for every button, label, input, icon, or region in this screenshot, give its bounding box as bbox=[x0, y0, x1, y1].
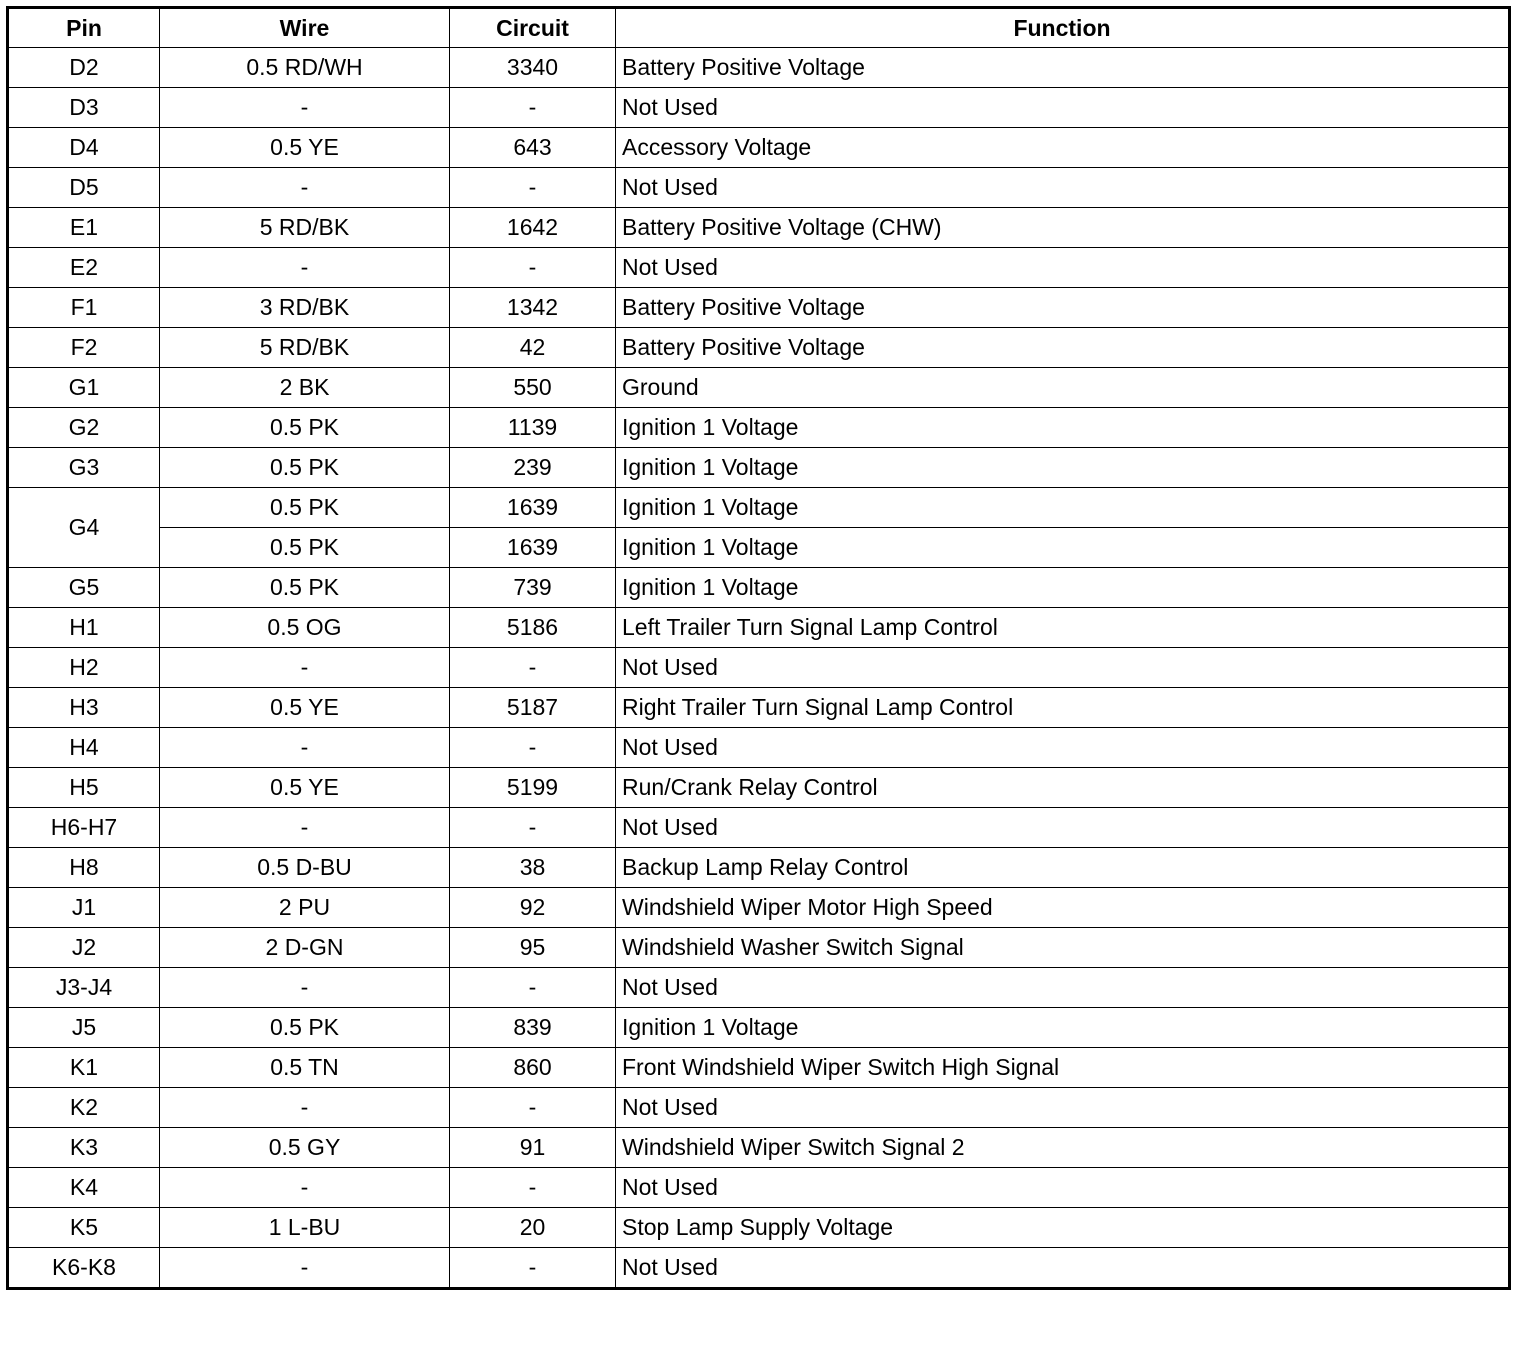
cell-wire: 0.5 YE bbox=[160, 128, 450, 168]
table-row bbox=[8, 328, 1510, 368]
cell-pin: E1 bbox=[8, 208, 160, 248]
cell-pin: K1 bbox=[8, 1048, 160, 1088]
cell-circuit: 643 bbox=[450, 128, 616, 168]
table-row bbox=[8, 1048, 1510, 1088]
table-row bbox=[8, 408, 1510, 448]
cell-function: Windshield Wiper Motor High Speed bbox=[616, 888, 1510, 928]
table-row bbox=[8, 208, 1510, 248]
table-body bbox=[8, 48, 1510, 1289]
cell-wire: - bbox=[160, 1168, 450, 1208]
cell-wire: 5 RD/BK bbox=[160, 208, 450, 248]
cell-pin: D5 bbox=[8, 168, 160, 208]
cell-function: Not Used bbox=[616, 88, 1510, 128]
cell-function: Left Trailer Turn Signal Lamp Control bbox=[616, 608, 1510, 648]
table-row bbox=[8, 1008, 1510, 1048]
cell-pin: G3 bbox=[8, 448, 160, 488]
cell-circuit: - bbox=[450, 88, 616, 128]
cell-function: Ignition 1 Voltage bbox=[616, 528, 1510, 568]
cell-wire: 1 L-BU bbox=[160, 1208, 450, 1248]
header-circuit: Circuit bbox=[450, 8, 616, 48]
table-row bbox=[8, 48, 1510, 88]
table-row bbox=[8, 888, 1510, 928]
cell-pin: H8 bbox=[8, 848, 160, 888]
cell-pin: K3 bbox=[8, 1128, 160, 1168]
cell-pin: D4 bbox=[8, 128, 160, 168]
cell-wire: - bbox=[160, 1088, 450, 1128]
cell-function: Not Used bbox=[616, 248, 1510, 288]
cell-wire: 0.5 PK bbox=[160, 568, 450, 608]
cell-function: Run/Crank Relay Control bbox=[616, 768, 1510, 808]
cell-pin: F2 bbox=[8, 328, 160, 368]
cell-pin: E2 bbox=[8, 248, 160, 288]
cell-wire: 3 RD/BK bbox=[160, 288, 450, 328]
cell-wire: 0.5 D-BU bbox=[160, 848, 450, 888]
table-row bbox=[8, 1168, 1510, 1208]
table-row bbox=[8, 608, 1510, 648]
table-row bbox=[8, 368, 1510, 408]
cell-function: Windshield Washer Switch Signal bbox=[616, 928, 1510, 968]
cell-pin: G2 bbox=[8, 408, 160, 448]
table-row bbox=[8, 768, 1510, 808]
table-row bbox=[8, 728, 1510, 768]
cell-function: Not Used bbox=[616, 1088, 1510, 1128]
cell-pin: K2 bbox=[8, 1088, 160, 1128]
cell-pin: H1 bbox=[8, 608, 160, 648]
cell-function: Right Trailer Turn Signal Lamp Control bbox=[616, 688, 1510, 728]
cell-function: Not Used bbox=[616, 1168, 1510, 1208]
cell-pin: K4 bbox=[8, 1168, 160, 1208]
cell-circuit: 1639 bbox=[450, 528, 616, 568]
cell-wire: - bbox=[160, 1248, 450, 1289]
cell-circuit: 91 bbox=[450, 1128, 616, 1168]
table-row bbox=[8, 648, 1510, 688]
cell-function: Ignition 1 Voltage bbox=[616, 568, 1510, 608]
cell-circuit: - bbox=[450, 168, 616, 208]
cell-wire: 2 BK bbox=[160, 368, 450, 408]
cell-function: Ignition 1 Voltage bbox=[616, 1008, 1510, 1048]
header-wire: Wire bbox=[160, 8, 450, 48]
cell-function: Windshield Wiper Switch Signal 2 bbox=[616, 1128, 1510, 1168]
cell-circuit: 5187 bbox=[450, 688, 616, 728]
cell-circuit: - bbox=[450, 1248, 616, 1289]
cell-function: Battery Positive Voltage bbox=[616, 48, 1510, 88]
cell-function: Battery Positive Voltage bbox=[616, 328, 1510, 368]
cell-function: Ground bbox=[616, 368, 1510, 408]
table-row bbox=[8, 128, 1510, 168]
cell-wire: 0.5 OG bbox=[160, 608, 450, 648]
cell-circuit: - bbox=[450, 248, 616, 288]
cell-pin: J5 bbox=[8, 1008, 160, 1048]
cell-circuit: - bbox=[450, 728, 616, 768]
cell-circuit: 5186 bbox=[450, 608, 616, 648]
cell-circuit: 739 bbox=[450, 568, 616, 608]
cell-function: Not Used bbox=[616, 808, 1510, 848]
cell-pin: D3 bbox=[8, 88, 160, 128]
table-row bbox=[8, 1088, 1510, 1128]
table-row bbox=[8, 808, 1510, 848]
cell-function: Not Used bbox=[616, 168, 1510, 208]
table-row bbox=[8, 448, 1510, 488]
cell-circuit: - bbox=[450, 808, 616, 848]
cell-circuit: 239 bbox=[450, 448, 616, 488]
cell-circuit: - bbox=[450, 1088, 616, 1128]
cell-pin: D2 bbox=[8, 48, 160, 88]
cell-wire: - bbox=[160, 168, 450, 208]
connector-pinout-table bbox=[6, 6, 1511, 1290]
cell-circuit: 1342 bbox=[450, 288, 616, 328]
cell-wire: 0.5 GY bbox=[160, 1128, 450, 1168]
cell-wire: - bbox=[160, 648, 450, 688]
cell-wire: 2 D-GN bbox=[160, 928, 450, 968]
cell-circuit: 20 bbox=[450, 1208, 616, 1248]
cell-function: Not Used bbox=[616, 648, 1510, 688]
cell-wire: 0.5 YE bbox=[160, 688, 450, 728]
cell-wire: 0.5 PK bbox=[160, 408, 450, 448]
cell-circuit: 95 bbox=[450, 928, 616, 968]
cell-circuit: 860 bbox=[450, 1048, 616, 1088]
cell-circuit: 38 bbox=[450, 848, 616, 888]
table-row bbox=[8, 1248, 1510, 1289]
cell-circuit: 5199 bbox=[450, 768, 616, 808]
cell-circuit: - bbox=[450, 648, 616, 688]
cell-wire: - bbox=[160, 728, 450, 768]
cell-wire: - bbox=[160, 968, 450, 1008]
cell-pin: F1 bbox=[8, 288, 160, 328]
cell-pin: K5 bbox=[8, 1208, 160, 1248]
cell-pin: G4 bbox=[8, 488, 160, 568]
cell-pin: K6-K8 bbox=[8, 1248, 160, 1289]
cell-wire: 0.5 PK bbox=[160, 488, 450, 528]
cell-pin: J1 bbox=[8, 888, 160, 928]
cell-circuit: - bbox=[450, 1168, 616, 1208]
table-row bbox=[8, 88, 1510, 128]
cell-circuit: 839 bbox=[450, 1008, 616, 1048]
table-header bbox=[8, 8, 1510, 48]
cell-circuit: 1139 bbox=[450, 408, 616, 448]
header-function: Function bbox=[616, 8, 1510, 48]
cell-wire: 0.5 PK bbox=[160, 528, 450, 568]
cell-pin: G1 bbox=[8, 368, 160, 408]
table-row bbox=[8, 288, 1510, 328]
cell-wire: - bbox=[160, 88, 450, 128]
cell-pin: H4 bbox=[8, 728, 160, 768]
cell-wire: 0.5 PK bbox=[160, 1008, 450, 1048]
cell-function: Stop Lamp Supply Voltage bbox=[616, 1208, 1510, 1248]
cell-function: Not Used bbox=[616, 728, 1510, 768]
table-row bbox=[8, 968, 1510, 1008]
table-row bbox=[8, 1208, 1510, 1248]
cell-pin: J2 bbox=[8, 928, 160, 968]
cell-circuit: 1642 bbox=[450, 208, 616, 248]
cell-pin: G5 bbox=[8, 568, 160, 608]
cell-circuit: 92 bbox=[450, 888, 616, 928]
cell-function: Ignition 1 Voltage bbox=[616, 448, 1510, 488]
header-row bbox=[8, 8, 1510, 48]
cell-pin: H3 bbox=[8, 688, 160, 728]
cell-wire: 5 RD/BK bbox=[160, 328, 450, 368]
table-row bbox=[8, 848, 1510, 888]
cell-function: Accessory Voltage bbox=[616, 128, 1510, 168]
table-row bbox=[8, 688, 1510, 728]
table-row bbox=[8, 248, 1510, 288]
cell-pin: H5 bbox=[8, 768, 160, 808]
cell-circuit: 1639 bbox=[450, 488, 616, 528]
cell-wire: - bbox=[160, 808, 450, 848]
header-pin: Pin bbox=[8, 8, 160, 48]
cell-circuit: 550 bbox=[450, 368, 616, 408]
table-row bbox=[8, 928, 1510, 968]
table-row bbox=[8, 528, 1510, 568]
table-row bbox=[8, 568, 1510, 608]
cell-wire: 2 PU bbox=[160, 888, 450, 928]
cell-pin: H2 bbox=[8, 648, 160, 688]
cell-function: Not Used bbox=[616, 1248, 1510, 1289]
table-row bbox=[8, 488, 1510, 528]
cell-circuit: - bbox=[450, 968, 616, 1008]
cell-circuit: 42 bbox=[450, 328, 616, 368]
table-row bbox=[8, 168, 1510, 208]
cell-wire: 0.5 TN bbox=[160, 1048, 450, 1088]
cell-function: Ignition 1 Voltage bbox=[616, 488, 1510, 528]
cell-wire: 0.5 YE bbox=[160, 768, 450, 808]
table-row bbox=[8, 1128, 1510, 1168]
cell-wire: 0.5 PK bbox=[160, 448, 450, 488]
cell-circuit: 3340 bbox=[450, 48, 616, 88]
cell-function: Not Used bbox=[616, 968, 1510, 1008]
cell-function: Battery Positive Voltage bbox=[616, 288, 1510, 328]
cell-function: Ignition 1 Voltage bbox=[616, 408, 1510, 448]
cell-function: Battery Positive Voltage (CHW) bbox=[616, 208, 1510, 248]
cell-wire: - bbox=[160, 248, 450, 288]
cell-pin: J3-J4 bbox=[8, 968, 160, 1008]
cell-wire: 0.5 RD/WH bbox=[160, 48, 450, 88]
cell-function: Front Windshield Wiper Switch High Signal bbox=[616, 1048, 1510, 1088]
cell-pin: H6-H7 bbox=[8, 808, 160, 848]
cell-function: Backup Lamp Relay Control bbox=[616, 848, 1510, 888]
